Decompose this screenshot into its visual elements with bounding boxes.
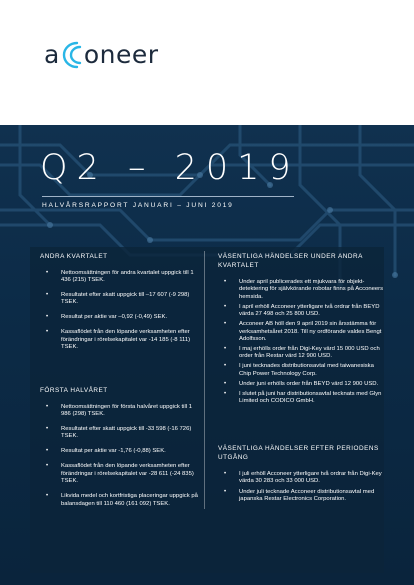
section-heading: VÄSENTLIGA HÄNDELSER EFTER PERIODENS UTGÅNG bbox=[218, 445, 379, 461]
list-item: • Nettoomsättningen för första halvåret uppgick till 1 986 (298) TSEK. bbox=[40, 404, 200, 419]
logo-area bbox=[0, 0, 414, 125]
list-item: • Under april publicerades ett mjukvara för objekt-detektering för självkörande robotar finns på Acconeers hemsida. bbox=[218, 279, 386, 301]
halfyear-list bbox=[40, 404, 200, 508]
list-item: • Resultat per aktie var –0,92 (-0,49) SEK. bbox=[40, 314, 200, 321]
report-subtitle: HALVÅRSRAPPORT JANUARI – JUNI 2019 bbox=[42, 202, 234, 209]
section-events-after bbox=[218, 445, 386, 507]
list-item: • Resultatet efter skatt uppgick till -33 598 (-16 726) TSEK. bbox=[40, 426, 200, 441]
section-quarter bbox=[40, 253, 200, 359]
list-item: • Resultatet efter skatt uppgick till –17 607 (-9 298) TSEK. bbox=[40, 292, 200, 307]
report-title: Q2 – 2019 bbox=[40, 148, 300, 188]
acconeer-logo bbox=[44, 40, 159, 69]
list-item: • Under juli tecknade Acconeer distributionsavtal med japanska Restar Electronics Corporation. bbox=[218, 489, 386, 504]
list-item: • I juni tecknades distributionsavtal med taiwanesiska Chip Power Technology Corp. bbox=[218, 363, 386, 378]
list-item: • I april erhöll Acconeer ytterligare två ordrar från BEYD värda 27 498 och 25 800 USD. bbox=[218, 304, 386, 319]
quarter-list bbox=[40, 270, 200, 352]
list-item: • Nettoomsättningen för andra kvartalet uppgick till 1 436 (215) TSEK. bbox=[40, 270, 200, 285]
logo-suffix: oneer bbox=[83, 40, 159, 69]
section-halfyear bbox=[40, 387, 200, 516]
section-events-quarter bbox=[218, 253, 386, 408]
title-rule bbox=[42, 196, 294, 197]
section-heading: VÄSENTLIGA HÄNDELSER UNDER ANDRA KVARTALET bbox=[218, 253, 363, 269]
radar-wave-icon bbox=[61, 41, 83, 69]
list-item: • Kassaflödet från den löpande verksamheten efter förändringar i rörelsekapitalet var -28 611 (-24 835) TSEK. bbox=[40, 463, 200, 485]
column-divider bbox=[204, 251, 205, 509]
list-item: • Likvida medel och kortfristiga placeringar uppgick på balansdagen till 110 460 (161 092) TSEK. bbox=[40, 493, 200, 508]
list-item: • Resultat per aktie var -1,76 (-0,88) SEK. bbox=[40, 448, 200, 455]
list-item: • Acconeer AB höll den 9 april 2019 sin årsstämma för verksamhetsåret 2018. Till ny ordförande valdes Bengt Adolfsson. bbox=[218, 321, 386, 343]
list-item: • Under juni erhölls order från BEYD värd 12 900 USD. bbox=[218, 381, 386, 388]
section-heading: ANDRA KVARTALET bbox=[40, 253, 108, 260]
section-heading: FÖRSTA HALVÅRET bbox=[40, 387, 108, 394]
list-item: • I maj erhölls order från Digi-Key värd 15 000 USD och order från Restar värd 12 900 USD. bbox=[218, 346, 386, 361]
events-after-list bbox=[218, 471, 386, 504]
events-quarter-list bbox=[218, 279, 386, 406]
list-item: • I juli erhöll Acconeer ytterligare två ordrar från Digi-Key värda 30 283 och 33 000 USD. bbox=[218, 471, 386, 486]
list-item: • Kassaflödet från den löpande verksamheten efter förändringar i rörelsekapitalet var -14 185 (-8 111) TSEK. bbox=[40, 329, 200, 351]
list-item: • I slutet på juni har distributionsavtal tecknats med Glyn Limited och CODICO GmbH. bbox=[218, 391, 386, 406]
summary-panel bbox=[30, 247, 384, 573]
logo-prefix: a bbox=[44, 40, 60, 69]
